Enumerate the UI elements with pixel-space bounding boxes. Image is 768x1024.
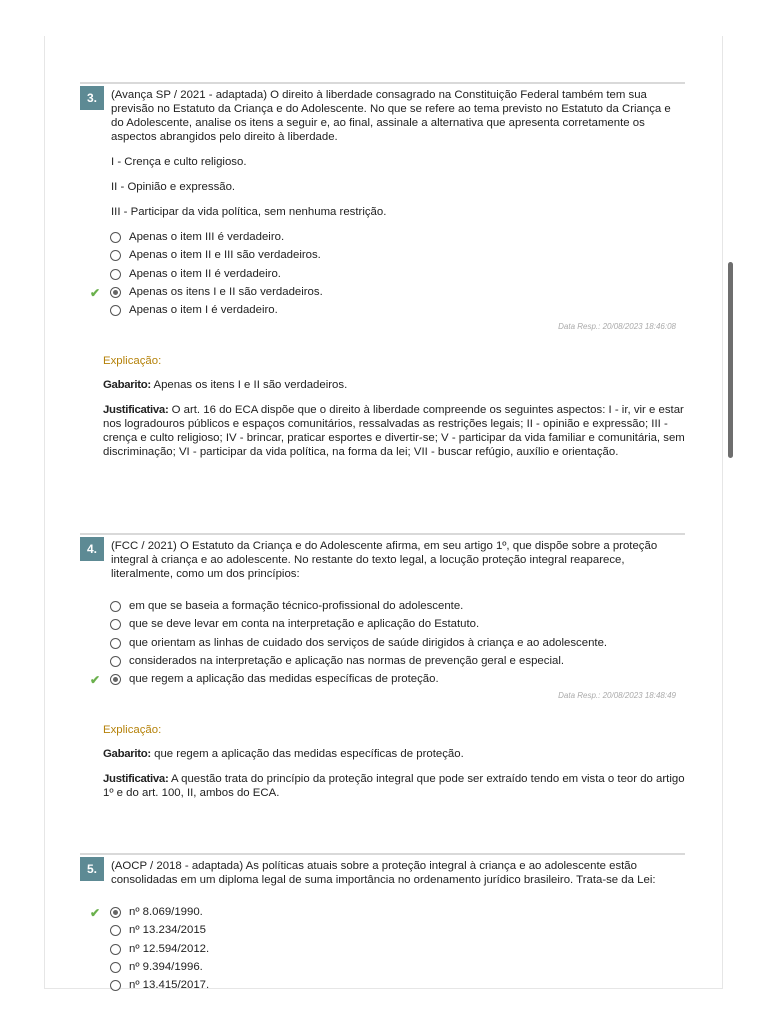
radio-icon[interactable] xyxy=(110,250,121,261)
option-label: Apenas o item III é verdadeiro. xyxy=(129,231,285,243)
radio-icon[interactable] xyxy=(110,305,121,316)
option-selected[interactable] xyxy=(80,904,685,922)
radio-icon[interactable] xyxy=(110,232,121,243)
gabarito-text: Apenas os itens I e II são verdadeiros. xyxy=(153,379,348,392)
check-icon: ✔ xyxy=(90,673,101,688)
radio-icon[interactable] xyxy=(110,619,121,630)
gabarito-text: que regem a aplicação das medidas específicas de proteção. xyxy=(154,748,464,761)
options-list xyxy=(80,598,685,689)
gabarito-label: Gabarito: xyxy=(103,748,151,761)
justificativa xyxy=(103,403,685,459)
question-text: (Avança SP / 2021 - adaptada) O direito à liberdade consagrado na Constituição Federal também tem sua previsão no Estatuto da Criança e do Adolescente. No que se refere ao tema previsto no Estatuto da Criança e do Adolescente, analise os itens a seguir e, ao final, assinale a alternativa que apresenta corretamente os aspectos abrangidos pelo direito à liberdade. xyxy=(111,89,671,143)
explanation-title: Explicação: xyxy=(103,355,162,368)
radio-icon[interactable] xyxy=(110,962,121,973)
radio-icon[interactable] xyxy=(110,287,121,298)
radio-icon[interactable] xyxy=(110,944,121,955)
justificativa-text: O art. 16 do ECA dispõe que o direito à liberdade compreende os seguintes aspectos: I - ir, vir e estar nos logradouros públicos e espaços comunitários, ressalvadas as restrições legais; II - opinião e expressão; III - crença e culto religioso; IV - brincar, praticar esportes e divertir-se; V - participar da vida familiar e comunitária, sem discriminação; VI - participar da vida política, na forma da lei; VII - buscar refúgio, auxílio e orientação. xyxy=(103,404,685,459)
option-label: Apenas o item II e III são verdadeiros. xyxy=(129,249,321,262)
question-item: I - Crença e culto religioso. xyxy=(111,156,247,168)
option[interactable] xyxy=(80,635,685,653)
question-number: 3. xyxy=(80,86,104,110)
option[interactable] xyxy=(80,302,685,320)
option-label: Apenas o item I é verdadeiro. xyxy=(129,304,278,317)
explanation-title: Explicação: xyxy=(103,724,162,737)
option-label: em que se baseia a formação técnico-profissional do adolescente. xyxy=(129,600,464,612)
radio-icon[interactable] xyxy=(110,980,121,991)
justificativa-label: Justificativa: xyxy=(103,404,169,417)
option-label: considerados na interpretação e aplicação nas normas de prevenção geral e especial. xyxy=(129,654,565,667)
options-list xyxy=(80,904,685,995)
option[interactable] xyxy=(80,229,685,247)
gabarito xyxy=(103,747,685,761)
option[interactable] xyxy=(80,977,685,995)
option[interactable] xyxy=(80,266,685,284)
radio-icon[interactable] xyxy=(110,638,121,649)
question-header xyxy=(80,82,685,144)
justificativa-label: Justificativa: xyxy=(103,773,169,786)
gabarito xyxy=(103,378,685,392)
question-item: II - Opinião e expressão. xyxy=(111,181,236,193)
response-timestamp: Data Resp.: 20/08/2023 18:46:08 xyxy=(558,322,676,332)
option-label: que se deve levar em conta na interpretação e aplicação do Estatuto. xyxy=(129,618,480,631)
justificativa xyxy=(103,772,685,800)
check-icon: ✔ xyxy=(90,285,101,300)
explanation xyxy=(103,724,685,800)
question-number: 5. xyxy=(80,857,104,881)
option[interactable] xyxy=(80,922,685,940)
option-label: nº 8.069/1990. xyxy=(129,906,203,918)
option-label: nº 13.234/2015 xyxy=(129,924,207,937)
option[interactable] xyxy=(80,959,685,977)
option[interactable] xyxy=(80,941,685,959)
option-selected[interactable] xyxy=(80,284,685,302)
option-label: nº 13.415/2017. xyxy=(129,979,210,992)
option-label: que orientam as linhas de cuidado dos serviços de saúde dirigidos à criança e ao adolescente. xyxy=(129,636,608,649)
radio-icon[interactable] xyxy=(110,656,121,667)
question-item: III - Participar da vida política, sem nenhuma restrição. xyxy=(111,206,387,218)
question-header xyxy=(80,853,685,887)
question-text: (AOCP / 2018 - adaptada) As políticas atuais sobre a proteção integral à criança e ao adolescente estão consolidadas em um diploma legal de suma importância no ordenamento jurídico brasileiro. Trata-se da Lei: xyxy=(111,860,656,886)
option[interactable] xyxy=(80,653,685,671)
question-text: (FCC / 2021) O Estatuto da Criança e do Adolescente afirma, em seu artigo 1º, que dispõe sobre a proteção integral à criança e ao adolescente. No restante do texto legal, a locução proteção integral reaparece, literalmente, como um dos princípios: xyxy=(111,540,658,580)
option-label: nº 9.394/1996. xyxy=(129,960,203,973)
justificativa-text: A questão trata do princípio da proteção integral que pode ser extraído tendo em vista o teor do artigo 1º e do art. 100, II, ambos do ECA. xyxy=(103,773,685,800)
explanation xyxy=(103,355,685,459)
option[interactable] xyxy=(80,247,685,265)
radio-icon[interactable] xyxy=(110,601,121,612)
option-label: nº 12.594/2012. xyxy=(129,942,210,955)
question-3 xyxy=(80,82,685,459)
question-4 xyxy=(80,533,685,800)
option[interactable] xyxy=(80,598,685,616)
option-selected[interactable] xyxy=(80,671,685,689)
option[interactable] xyxy=(80,616,685,634)
gabarito-label: Gabarito: xyxy=(103,379,151,392)
option-label: que regem a aplicação das medidas específicas de proteção. xyxy=(129,673,439,686)
radio-icon[interactable] xyxy=(110,269,121,280)
option-label: Apenas o item II é verdadeiro. xyxy=(129,267,281,280)
question-header xyxy=(80,533,685,581)
response-timestamp: Data Resp.: 20/08/2023 18:48:49 xyxy=(558,691,676,701)
question-number: 4. xyxy=(80,537,104,561)
options-list xyxy=(80,229,685,320)
question-5 xyxy=(80,853,685,995)
radio-icon[interactable] xyxy=(110,674,121,685)
radio-icon[interactable] xyxy=(110,907,121,918)
radio-icon[interactable] xyxy=(110,925,121,936)
scrollbar[interactable] xyxy=(728,262,733,458)
option-label: Apenas os itens I e II são verdadeiros. xyxy=(129,285,323,298)
check-icon: ✔ xyxy=(90,906,101,920)
